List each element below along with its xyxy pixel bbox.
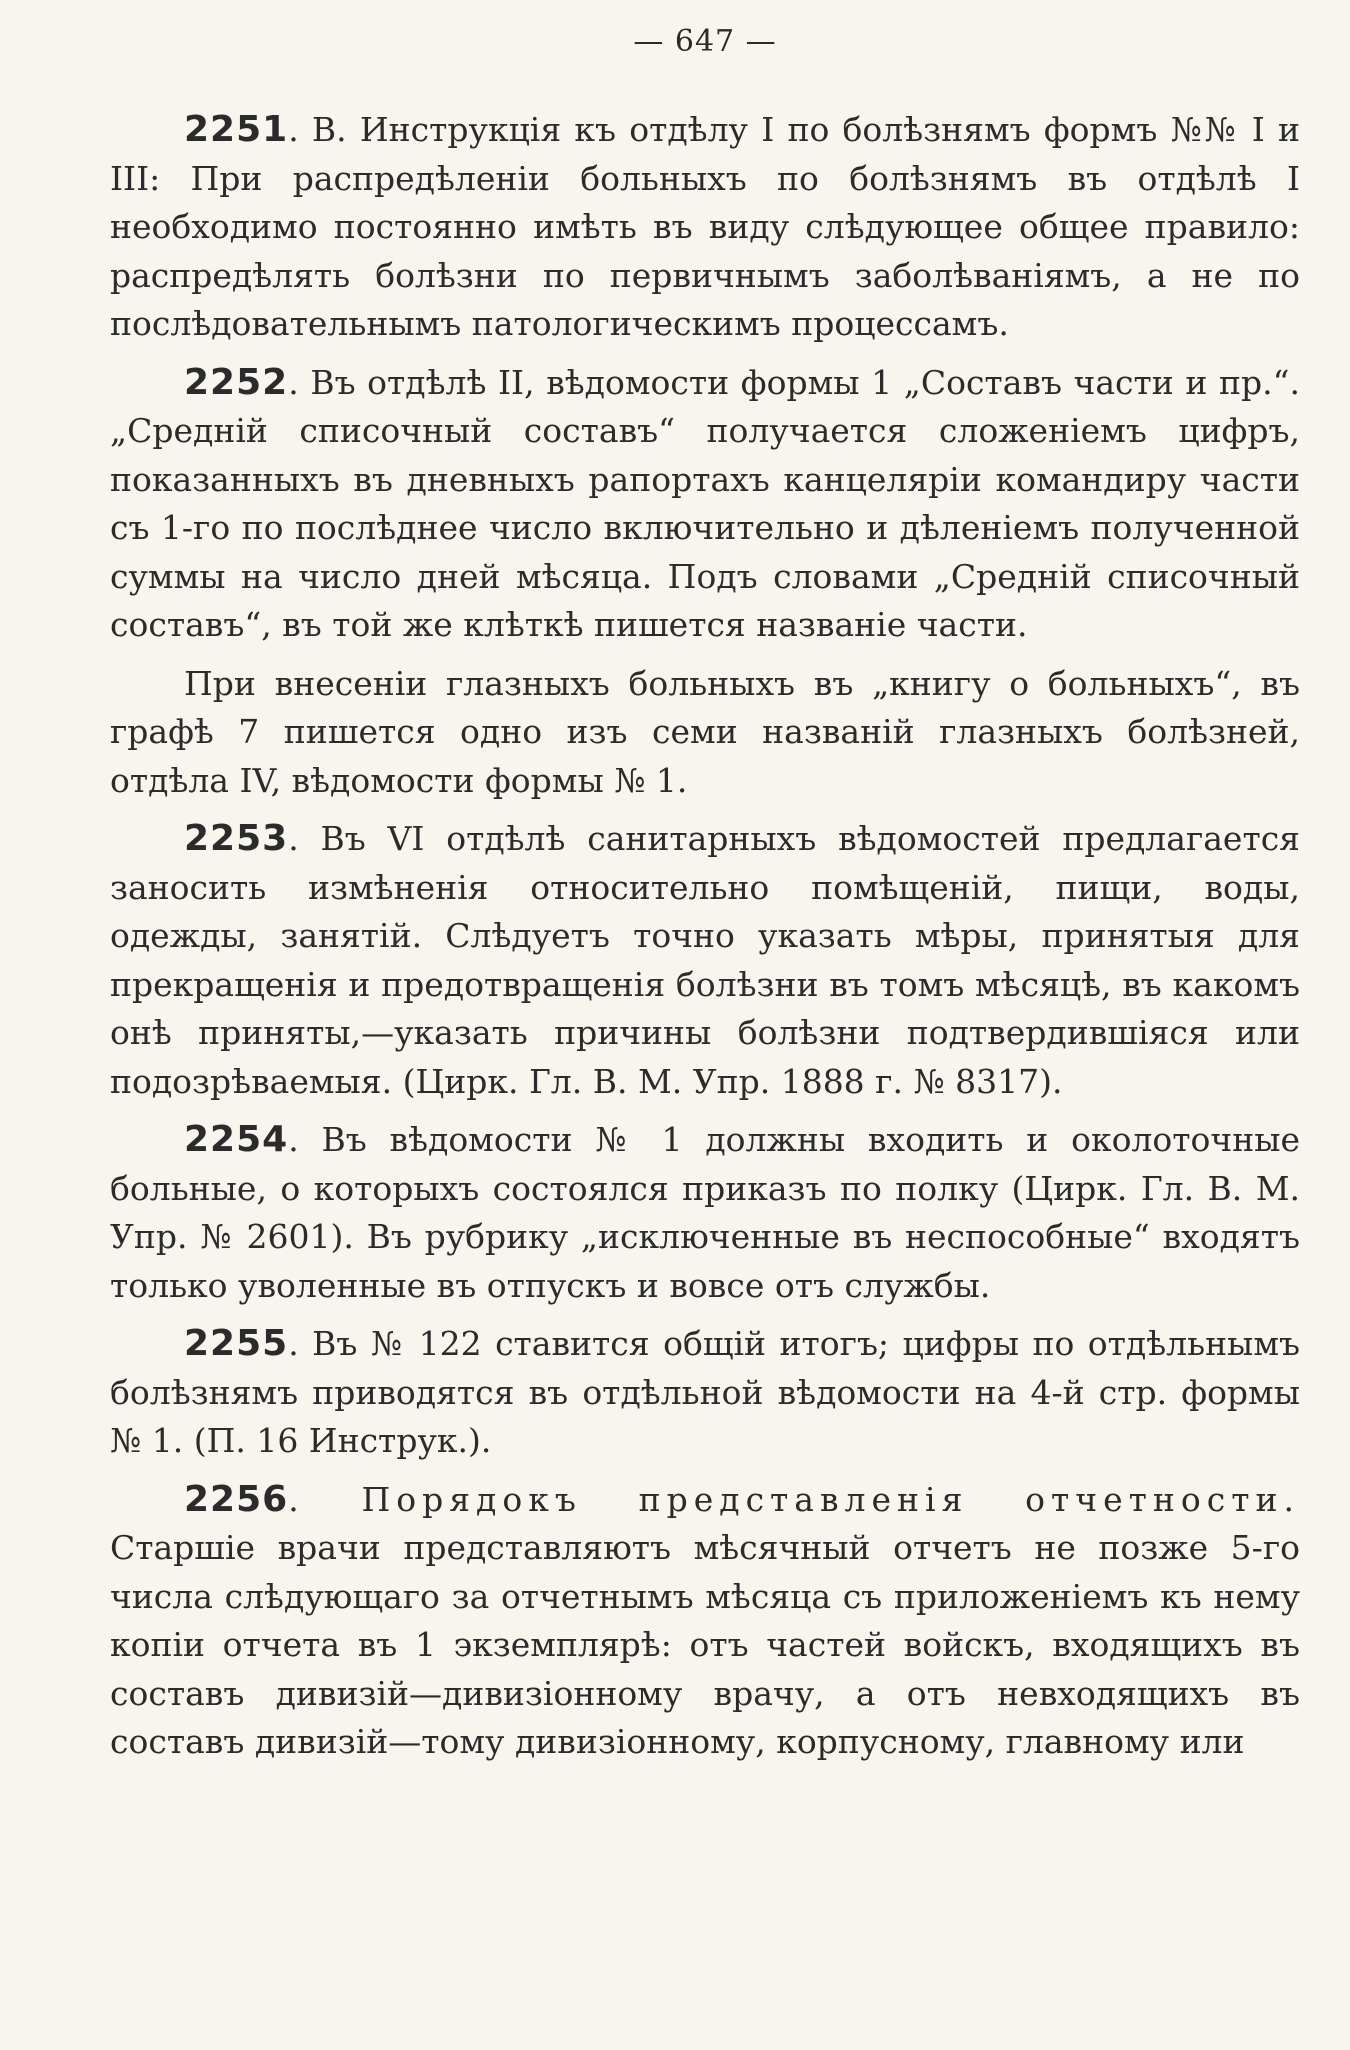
paragraph-number: 2252 [184,361,289,403]
paragraph-number: 2255 [184,1323,289,1364]
paragraph-text: . В. Инструкція къ отдѣлу I по болѣзнямъ формъ №№ I и III: При распредѣленіи больныхъ по болѣзнямъ въ отдѣлѣ I необходимо постоянно имѣть въ виду слѣдующее общее правило: распредѣлять болѣзни по первичнымъ заболѣваніямъ, а не по послѣдовательнымъ патологическимъ процессамъ. [110,110,1300,343]
paragraph-text: . Въ VI отдѣлѣ санитарныхъ вѣдомостей предлагается заносить измѣненія относительно помѣщеній, пищи, воды, одежды, занятій. Слѣдуетъ точно указать мѣры, принятыя для прекращенія и предотвращенія болѣзни въ томъ мѣсяцѣ, въ какомъ онѣ приняты,—указать причины болѣзни подтвердившіяся или подозрѣваемыя. (Цирк. Гл. В. М. Упр. 1888 г. № 8317). [110,819,1300,1101]
paragraph-number: 2254 [184,1119,289,1160]
paragraph-text: . Въ № 122 ставится общій итогъ; цифры по отдѣльнымъ болѣзнямъ приводятся въ отдѣльной вѣдомости на 4-й стр. формы № 1. (П. 16 Инструк.). [110,1324,1300,1460]
paragraph-2255 [110,1320,1300,1466]
paragraph-text: . Въ отдѣлѣ II, вѣдомости формы 1 „Составъ части и пр.“. „Средній списочный составъ“ получается сложеніемъ цифръ, показанныхъ въ дневныхъ рапортахъ канцеляріи командиру части съ 1-го по послѣднее число включительно и дѣленіемъ полученной суммы на число дней мѣсяца. Подъ словами „Средній списочный составъ“, въ той же клѣткѣ пишется названіе части. [110,362,1300,644]
book-page [110,0,1300,1767]
paragraph-2252-continued [110,660,1300,806]
paragraph-text: При внесеніи глазныхъ больныхъ въ „книгу о больныхъ“, въ графѣ 7 пишется одно изъ семи названій глазныхъ болѣзней, отдѣла IV, вѣдомости формы № 1. [110,663,1300,800]
paragraph-2252 [110,359,1300,650]
paragraph-number: 2253 [184,818,289,859]
paragraph-2251 [110,106,1300,349]
paragraph-number: 2251 [184,109,289,150]
paragraph-text: Старшіе врачи представляютъ мѣсячный отчетъ не позже 5-го числа слѣдующаго за отчетнымъ мѣсяца съ приложеніемъ къ нему копіи отчета въ 1 экземплярѣ: отъ частей войскъ, входящихъ въ составъ дивизій—дивизіонному врачу, а отъ невходящихъ въ составъ дивизій—тому дивизіонному, корпусному, главному или [110,1528,1300,1761]
paragraph-text: . Въ вѣдомости № 1 должны входить и околоточные больные, о которыхъ состоялся приказъ по полку (Цирк. Гл. В. М. Упр. № 2601). Въ рубрику „исключенные въ неспособные“ входятъ только уволенные въ отпускъ и вовсе отъ службы. [110,1120,1300,1305]
paragraph-2256 [110,1476,1300,1767]
section-heading: . Порядокъ представленія отчетности. [288,1479,1300,1519]
paragraph-2254 [110,1116,1300,1310]
paragraph-2253 [110,815,1300,1106]
paragraph-number: 2256 [184,1478,289,1520]
page-number: — 647 — [633,24,777,59]
